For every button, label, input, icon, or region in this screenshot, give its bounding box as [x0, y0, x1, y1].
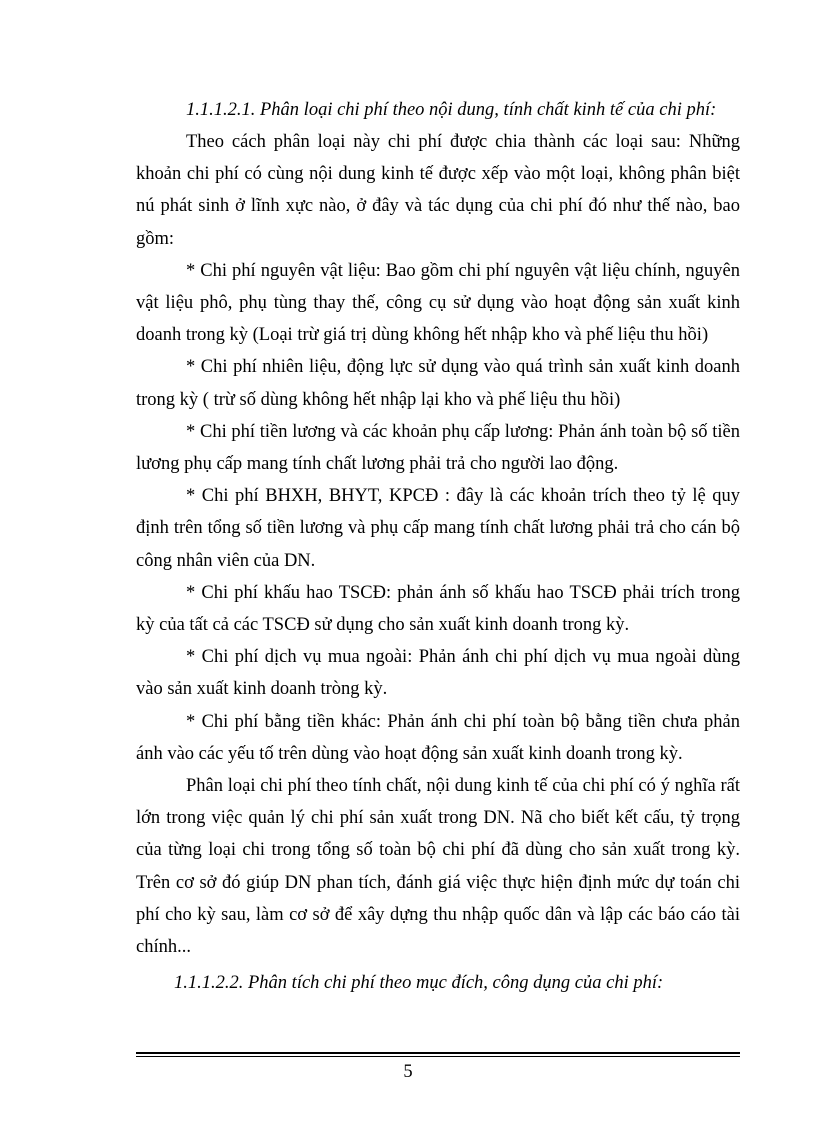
page-number: 5 — [403, 1062, 413, 1082]
paragraph-fuel-cost: * Chi phí nhiên liệu, động lực sử dụng vào quá trình sản xuất kinh doanh trong kỳ ( trừ số dùng không hết nhập lại kho và phế liệu thu hồi) — [136, 357, 740, 410]
paragraph-depreciation-cost: * Chi phí khấu hao TSCĐ: phản ánh số khấu hao TSCĐ phải trích trong kỳ của tất cả các TSCĐ sử dụng cho sản xuất kinh doanh trong kỳ. — [136, 582, 740, 636]
footer-rule-thick — [136, 1052, 740, 1054]
paragraph-intro: Theo cách phân loại này chi phí được chia thành các loại sau: Những khoản chi phí có cùng nội dung kinh tế được xếp vào một loại, không phân biệt nú phát sinh ở lĩnh xực nào, ở đây và tác dụng của chi phí đó như thế nào, bao gồm: — [136, 132, 740, 249]
paragraph-outsourced-service-cost: * Chi phí dịch vụ mua ngoài: Phản ánh chi phí dịch vụ mua ngoài dùng vào sản xuất kinh doanh tròng kỳ. — [136, 647, 740, 700]
section-heading-2: 1.1.1.2.2. Phân tích chi phí theo mục đích, công dụng của chi phí: — [174, 973, 664, 994]
footer-rule-thin — [136, 1056, 740, 1057]
paragraph-other-cash-cost: * Chi phí bằng tiền khác: Phản ánh chi phí toàn bộ bằng tiền chưa phản ánh vào các yếu tố trên dùng vào hoạt động sản xuất kinh doanh trong kỳ. — [136, 711, 740, 764]
page-body — [136, 94, 740, 999]
paragraph-material-cost: * Chi phí nguyên vật liệu: Bao gồm chi phí nguyên vật liệu chính, nguyên vật liệu phô, phụ tùng thay thế, công cụ sử dụng vào hoạt động sản xuất kinh doanh trong kỳ (Loại trừ giá trị dùng không hết nhập kho và phế liệu thu hồi) — [136, 260, 740, 346]
section-heading-1: 1.1.1.2.1. Phân loại chi phí theo nội dung, tính chất kinh tế của chi phí: — [186, 100, 717, 120]
paragraph-significance: Phân loại chi phí theo tính chất, nội dung kinh tế của chi phí có ý nghĩa rất lớn trong việc quản lý chi phí sản xuất trong DN. Nã cho biết kết cấu, tỷ trọng của từng loại chi trong tổng số toàn bộ chi phí đã dùng cho sản xuất trong kỳ. Trên cơ sở đó giúp DN phan tích, đánh giá việc thực hiện định mức dự toán chi phí cho kỳ sau, làm cơ sở để xây dựng thu nhập quốc dân và lập các báo cáo tài chính... — [136, 776, 740, 958]
paragraph-salary-cost: * Chi phí tiền lương và các khoản phụ cấp lương: Phản ánh toàn bộ số tiền lương phụ cấp mang tính chất lương phải trả cho người lao động. — [136, 421, 740, 475]
paragraph-insurance-cost: * Chi phí BHXH, BHYT, KPCĐ : đây là các khoản trích theo tỷ lệ quy định trên tổng số tiền lương và phụ cấp mang tính chất lương phải trả cho cán bộ công nhân viên của DN. — [136, 486, 740, 571]
